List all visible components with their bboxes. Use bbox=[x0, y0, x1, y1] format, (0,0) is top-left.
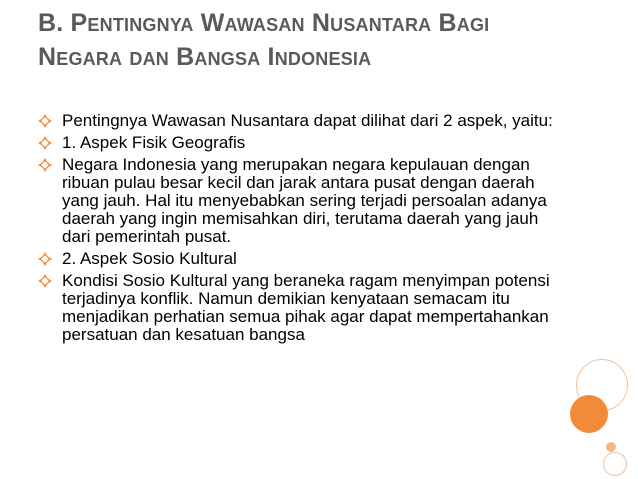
bullet-text: Kondisi Sosio Kultural yang beraneka ragam menyimpan potensi terjadinya konflik. Namun demikian kenyataan semacam itu menjadikan perhatian semua pihak agar dapat mempertahankan persatuan dan kesatuan bangsa bbox=[62, 271, 550, 344]
bullet-list bbox=[38, 112, 558, 348]
decorative-orange-circle bbox=[570, 395, 608, 433]
decorative-small-ring bbox=[603, 452, 627, 476]
slide-title bbox=[38, 6, 598, 74]
bullet-text: 1. Aspek Fisik Geografis bbox=[62, 133, 246, 152]
bullet-text: 2. Aspek Sosio Kultural bbox=[62, 249, 237, 268]
bullet-text: Pentingnya Wawasan Nusantara dapat dilihat dari 2 aspek, yaitu: bbox=[62, 111, 553, 130]
diamond-bullet-icon bbox=[38, 114, 52, 128]
list-item bbox=[38, 272, 558, 344]
diamond-bullet-icon bbox=[38, 136, 52, 150]
diamond-bullet-icon bbox=[38, 274, 52, 288]
list-item bbox=[38, 156, 558, 246]
slide-title-line-2: Negara dan Bangsa Indonesia bbox=[38, 43, 372, 71]
diamond-bullet-icon bbox=[38, 158, 52, 172]
list-item bbox=[38, 134, 558, 152]
slide-title-line-1: B. Pentingnya Wawasan Nusantara Bagi bbox=[38, 9, 490, 37]
list-item bbox=[38, 112, 558, 130]
decorative-small-dot bbox=[606, 442, 616, 452]
list-item bbox=[38, 250, 558, 268]
diamond-bullet-icon bbox=[38, 252, 52, 266]
bullet-text: Negara Indonesia yang merupakan negara kepulauan dengan ribuan pulau besar kecil dan jarak antara pusat dengan daerah yang jauh. Hal itu menyebabkan sering terjadi persoalan adanya daerah yang ingin memisahkan diri, terutama daerah yang jauh dari pemerintah pusat. bbox=[62, 155, 547, 246]
